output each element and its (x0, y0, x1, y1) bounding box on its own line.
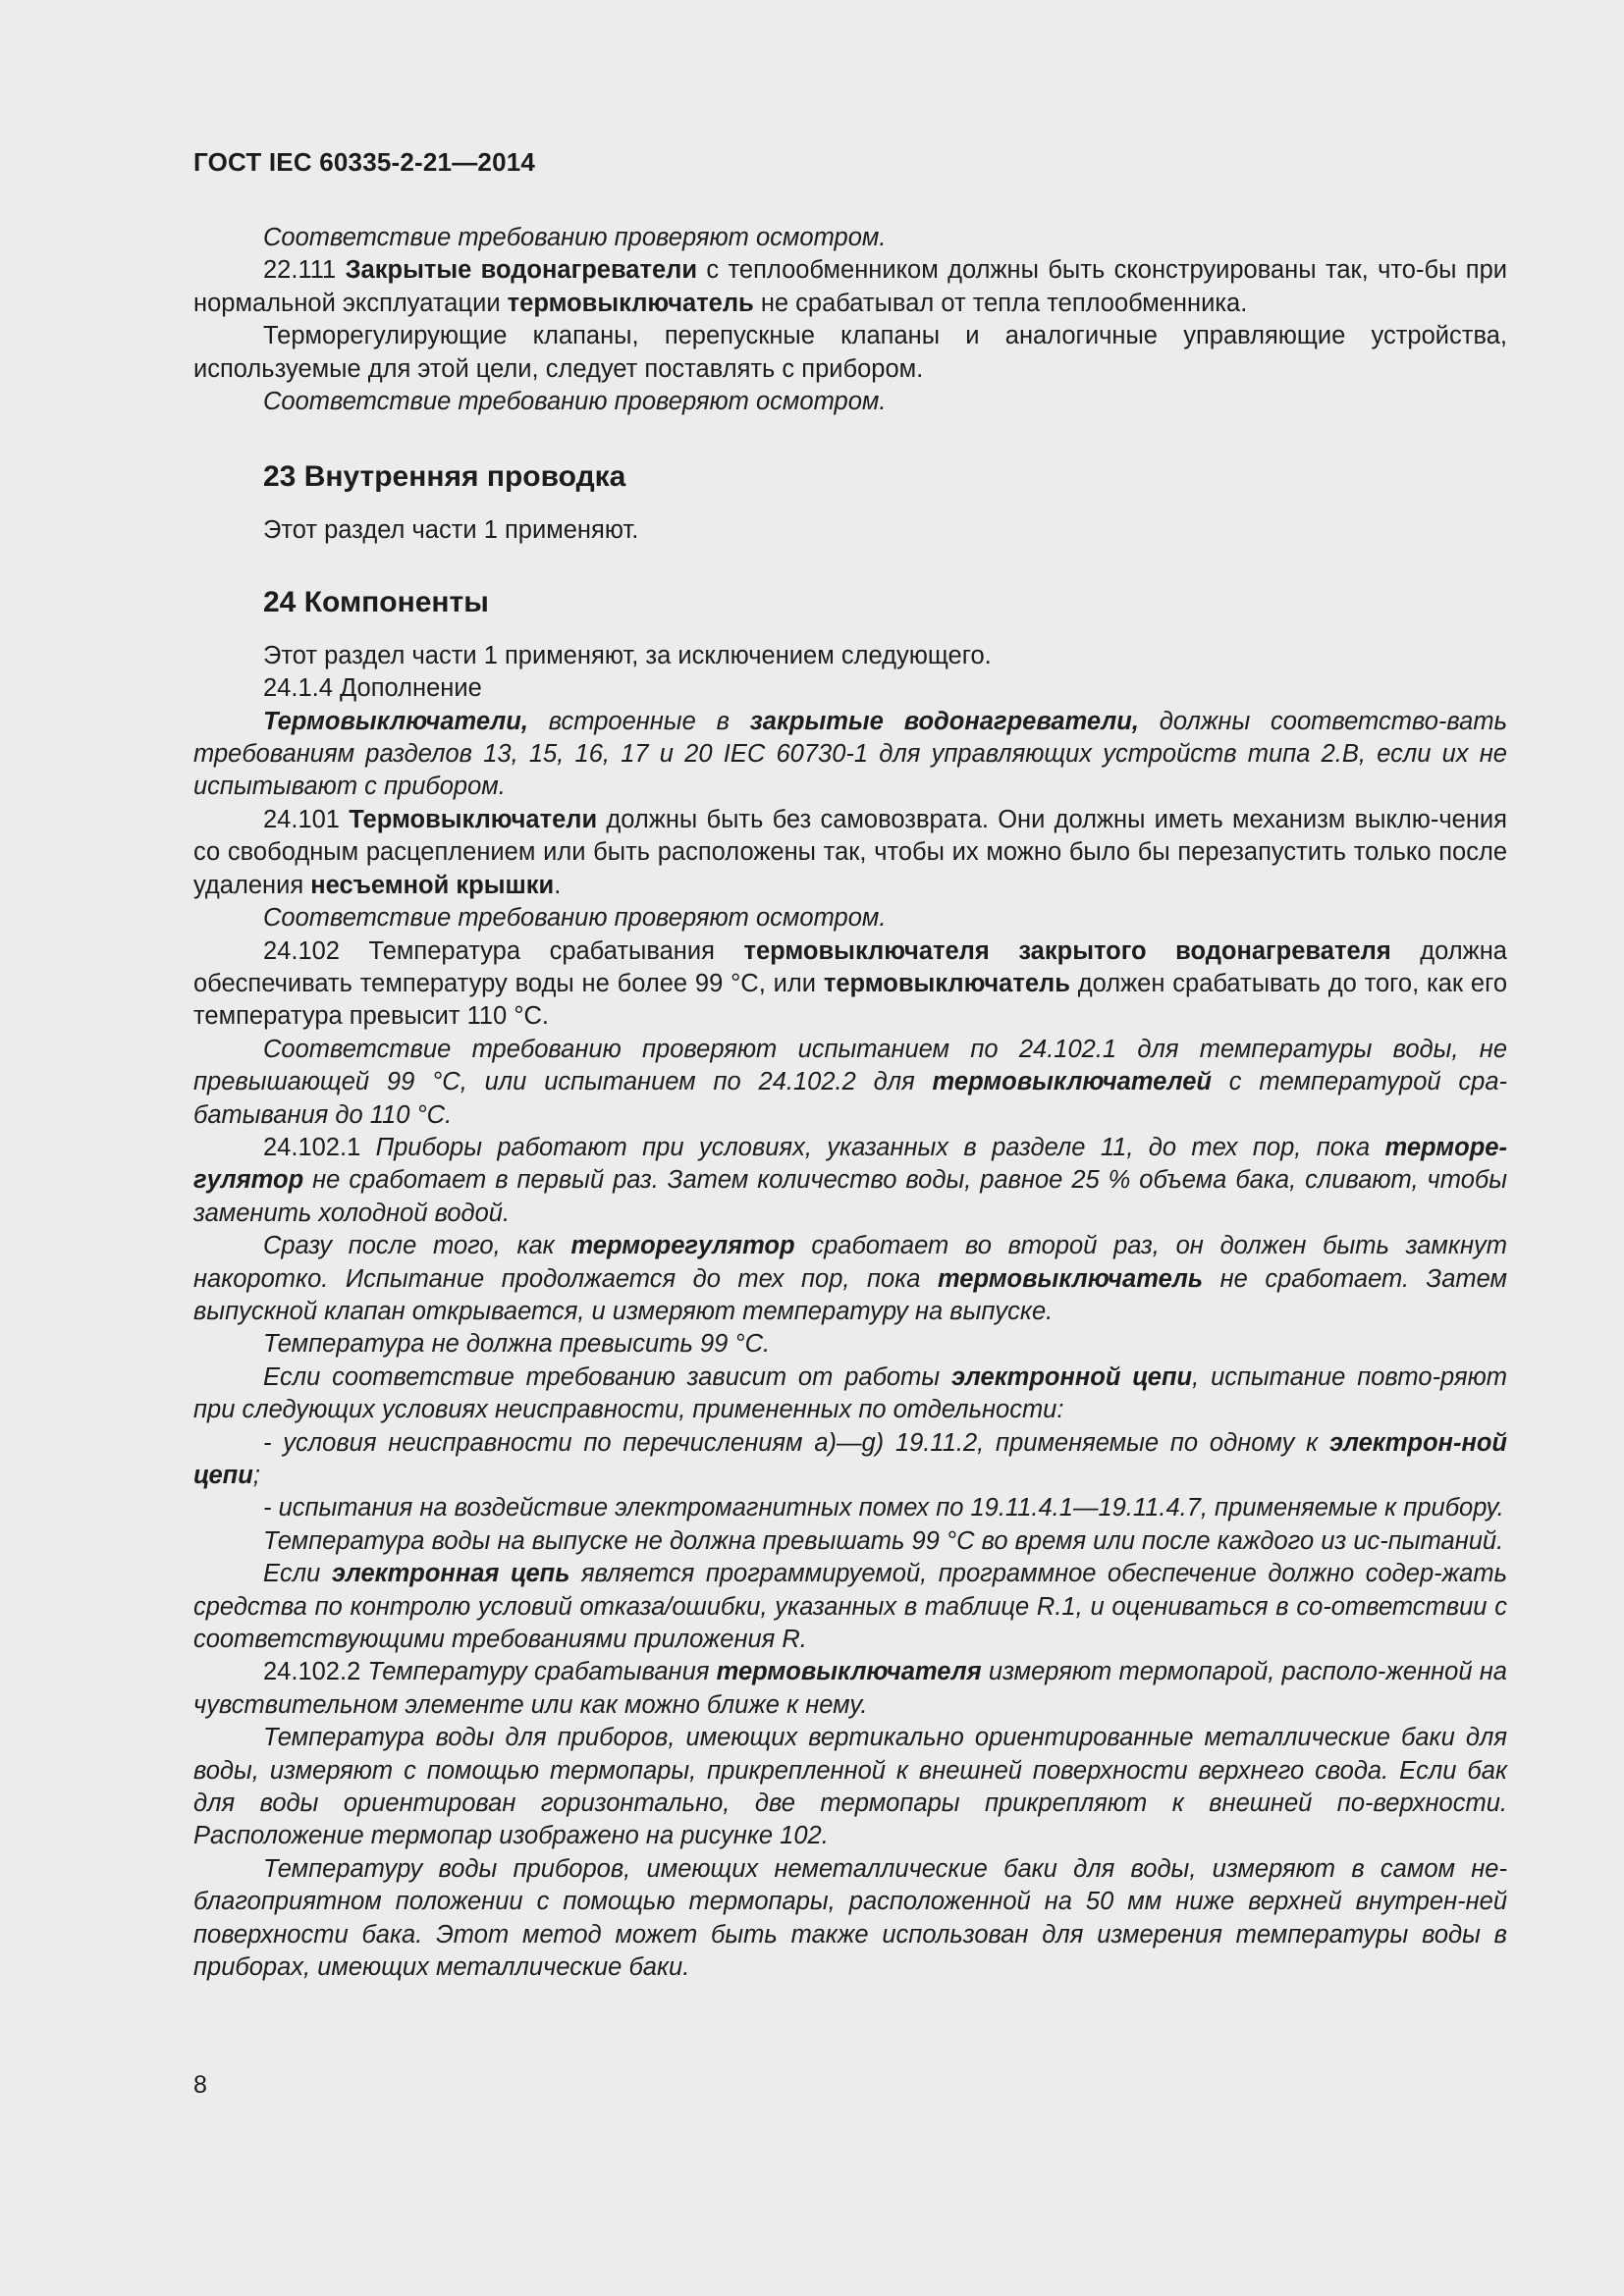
text-run: Сразу после того, как (263, 1232, 571, 1260)
defined-term: Закрытые водонагреватели (345, 256, 698, 285)
text-run: с теплообменником должны быть сконструированы так, что-бы при нормальной эксплуатации (193, 256, 1507, 317)
text-run: не сработает в первый раз. Затем количество воды, равное 25 % объема бака, сливают, чтобы заменить холодной водой. (193, 1166, 1507, 1227)
paragraph-termovykl (193, 706, 1507, 804)
section-23-heading: 23 Внутренняя проводка (263, 460, 626, 494)
paragraph-temp-limit: Температура не должна превысить 99 °С. (263, 1330, 771, 1359)
defined-term: Термовыключатели (349, 805, 598, 833)
paragraph-24-102-1 (193, 1132, 1507, 1230)
defined-term: закрытые водонагреватели, (749, 707, 1139, 735)
paragraph-second-operation (193, 1230, 1507, 1328)
text-run: Если (263, 1560, 332, 1588)
text-run: 24.101 (263, 805, 350, 833)
defined-term: Термовыключатели, (263, 707, 528, 735)
paragraph-programmable (193, 1558, 1507, 1656)
text-run: Соответствие требованию проверяют испытанием по 24.102.1 для температуры воды, не превышающей 99 °С, или испытанием по 24.102.2 для (193, 1035, 1507, 1096)
paragraph-24-101 (193, 804, 1507, 902)
defined-term: электрон-ной цепи (193, 1428, 1507, 1489)
paragraph-outlet-temp: Температура воды на выпуске не должна превышать 99 °С во время или после каждого из ис-пытаний. (263, 1526, 1504, 1555)
text-run: встроенные в (527, 707, 750, 735)
section-24-intro: Этот раздел части 1 применяют, за исключением следующего. (263, 641, 992, 669)
paragraph-nonmetal-tanks: Температуру воды приборов, имеющих неметаллические баки для воды, измеряют в самом не-благоприятном положении с помощью термопары, расположенной на 50 мм ниже верхней внутрен-ней поверхности бака. Этот метод может быть также использован для измерения температуры воды в приборах, имеющих металлические баки. (193, 1854, 1507, 1982)
paragraph-check-1: Соответствие требованию проверяют осмотром. (263, 224, 887, 251)
text-run: Если соответствие требованию зависит от работы (263, 1362, 951, 1391)
paragraph-24-101-check: Соответствие требованию проверяют осмотром. (263, 904, 887, 933)
text-run: , испытание повто-ряют при следующих условиях неисправности, примененных по отдельности: (193, 1362, 1507, 1424)
document-body (193, 222, 1507, 1985)
text-run: должны быть без самовозврата. Они должны иметь механизм выклю-чения со свободным расцеплением или быть расположены так, чтобы их можно было бы перезапустить только после удаления (193, 805, 1507, 899)
text-run: должна обеспечивать температуру воды не более 99 °С, или (193, 936, 1507, 997)
paragraph-24-102 (193, 935, 1507, 1034)
paragraph-electronic-circuit (193, 1362, 1507, 1427)
text-run: должен срабатывать до того, как его температура превысит 110 °С. (193, 969, 1508, 1031)
paragraph-24-102-check (193, 1034, 1507, 1132)
text-run: с температурой сра-батывания до 110 °С. (193, 1068, 1507, 1129)
text-run: Температуру срабатывания (367, 1658, 717, 1686)
defined-term: несъемной крышки (310, 871, 555, 899)
defined-term: термовыключателя закрытого водонагревателя (743, 936, 1391, 965)
text-run: - условия неисправности по перечислениям a)—g) 19.11.2, применяемые по одному к (263, 1428, 1330, 1457)
page-number: 8 (193, 2071, 207, 2099)
paragraph-valves: Терморегулирующие клапаны, перепускные клапаны и аналогичные управляющие устройства, используемые для этой цели, следует поставлять с прибором. (193, 322, 1507, 383)
text-run: Приборы работают при условиях, указанных в разделе 11, до тех пор, пока (375, 1133, 1385, 1161)
list-item-fault-conditions (193, 1427, 1507, 1493)
text-run: измеряют термопарой, располо-женной на чувствительном элементе или как можно ближе к нему. (193, 1658, 1507, 1719)
text-run: сработает во второй раз, он должен быть замкнут накоротко. Испытание продолжается до тех пор, пока (193, 1232, 1507, 1293)
text-run: 22.111 (263, 256, 346, 285)
document-header: ГОСТ IEC 60335-2-21—2014 (193, 147, 536, 177)
section-23-text: Этот раздел части 1 применяют. (263, 516, 639, 545)
defined-term: термовыключатель (823, 969, 1070, 997)
defined-term: терморегулятор (570, 1232, 795, 1260)
text-run: . (554, 871, 562, 899)
text-run: 24.102.2 (263, 1658, 368, 1686)
text-run: ; (252, 1462, 260, 1489)
defined-term: термовыключатель (937, 1264, 1204, 1293)
text-run: 24.102 Температура срабатывания (263, 936, 744, 965)
text-run: не срабатывал от тепла теплообменника. (753, 289, 1248, 317)
defined-term: термоpe-гулятор (193, 1133, 1507, 1195)
defined-term: термовыключателя (716, 1658, 982, 1686)
paragraph-22-111 (193, 254, 1507, 320)
list-item-emc-tests: - испытания на воздействие электромагнитных помех по 19.11.4.1—19.11.4.7, применяемые к прибору. (263, 1494, 1504, 1522)
paragraph-vertical-tanks: Температура воды для приборов, имеющих вертикально ориентированные металлические баки для воды, измеряют с помощью термопары, прикрепленной к внешней поверхности верхнего свода. Если бак для воды ориентирован горизонтально, две термопары прикрепляют к внешней по-верхности. Расположение термопар изображено на рисунке 102. (193, 1724, 1507, 1850)
text-run: 24.102.1 (263, 1133, 376, 1161)
paragraph-check-2: Соответствие требованию проверяют осмотром. (263, 388, 887, 416)
section-24-heading: 24 Компоненты (263, 585, 489, 618)
defined-term: термовыключателей (932, 1068, 1212, 1096)
defined-term: электронная цепь (331, 1560, 570, 1588)
text-run: должны соответство-вать требованиям разделов 13, 15, 16, 17 и 20 IEC 60730-1 для управляющих устройств типа 2.В, если их не испытывают с прибором. (193, 707, 1507, 801)
defined-term: термовыключатель (507, 289, 754, 317)
defined-term: электронной цепи (950, 1362, 1193, 1391)
paragraph-24-102-2 (193, 1656, 1507, 1722)
subclause-24-1-4: 24.1.4 Дополнение (263, 674, 482, 703)
text-run: является программируемой, программное обеспечение должно содер-жать средства по контролю условий отказа/ошибки, указанных в таблице R.1, и оцениваться в со-ответствии с соответствующими требованиями приложения R. (193, 1560, 1507, 1654)
text-run: не сработает. Затем выпускной клапан открывается, и измеряют температуру на выпуске. (193, 1264, 1507, 1325)
